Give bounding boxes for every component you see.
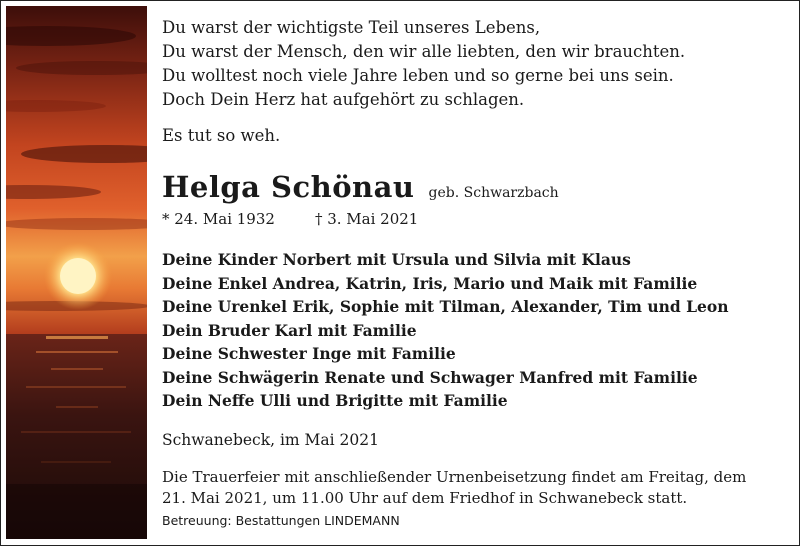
mourner-line: Dein Bruder Karl mit Familie — [162, 320, 417, 340]
funeral-home: Betreuung: Bestattungen LINDEMANN — [162, 512, 400, 528]
obituary-content — [162, 16, 782, 531]
service-line: Die Trauerfeier mit anschließender Urnenbeisetzung findet am Freitag, dem — [162, 467, 747, 486]
poem-line: Du warst der Mensch, den wir alle liebten, den wir brauchten. — [162, 42, 686, 61]
service-line: 21. Mai 2021, um 11.00 Uhr auf dem Friedhof in Schwanebeck statt. — [162, 489, 688, 507]
sunset-image — [6, 6, 147, 539]
place-date: Schwanebeck, im Mai 2021 — [162, 430, 379, 449]
mourner-line: Deine Schwester Inge mit Familie — [162, 344, 456, 363]
mourner-line: Dein Neffe Ulli und Brigitte mit Familie — [162, 391, 508, 410]
maiden-name: geb. Schwarzbach — [428, 185, 559, 201]
birth-date: * 24. Mai 1932 — [162, 210, 275, 228]
mourner-line: Deine Schwägerin Renate und Schwager Manfred mit Familie — [162, 367, 698, 387]
death-date: † 3. Mai 2021 — [314, 210, 419, 228]
poem-line: Du wolltest noch viele Jahre leben und so gerne bei uns sein. — [162, 66, 674, 85]
mourner-line: Deine Kinder Norbert mit Ursula und Silvia mit Klaus — [162, 250, 631, 269]
deceased-name-row — [162, 170, 782, 204]
life-dates — [162, 210, 782, 228]
mourner-line: Deine Enkel Andrea, Katrin, Iris, Mario und Maik mit Familie — [162, 273, 698, 293]
poem-line: Du warst der wichtigste Teil unseres Lebens, — [162, 18, 541, 37]
funeral-service-info — [162, 467, 782, 510]
mourner-line: Deine Urenkel Erik, Sophie mit Tilman, Alexander, Tim und Leon — [162, 297, 729, 316]
sorrow-line: Es tut so weh. — [162, 126, 281, 145]
poem-line: Doch Dein Herz hat aufgehört zu schlagen. — [162, 90, 525, 109]
mourners-list — [162, 248, 782, 413]
poem — [162, 16, 782, 112]
deceased-name: Helga Schönau — [162, 170, 415, 204]
